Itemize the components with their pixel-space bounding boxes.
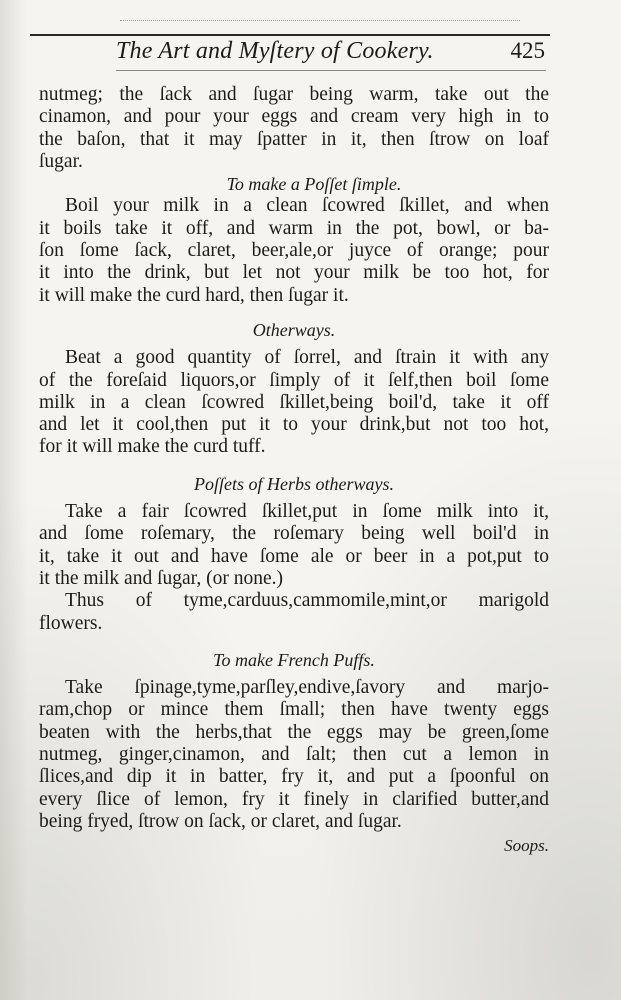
text-line: the baſon, that it may ſpatter in it, then ſtrow on loaf xyxy=(39,128,549,150)
text-line: of the foreſaid liquors,or ſimply of it ſelf,then boil ſome xyxy=(39,369,549,391)
running-head xyxy=(40,38,545,74)
text-line: flowers. xyxy=(39,612,103,634)
text-line: and ſome roſemary, the roſemary being well boil'd in xyxy=(39,523,549,545)
text-line: milk in a clean ſcowred ſkillet,being boil'd, take it off xyxy=(39,391,549,413)
text-line: ſlices,and dip it in batter, fry it, and put a ſpoonful on xyxy=(39,766,549,788)
recipe-heading: To make a Poſſet ſimple. xyxy=(226,174,402,195)
text-line: ſugar. xyxy=(39,150,83,172)
bleed-through-rule xyxy=(120,20,520,21)
text-line: it boils take it off, and warm in the pot, bowl, or ba- xyxy=(39,217,549,239)
catchword: Soops. xyxy=(504,836,549,856)
recipe-heading: Otherways. xyxy=(252,319,336,340)
running-head-title: The Art and Myſtery of Cookery. xyxy=(116,38,434,64)
page-number: 425 xyxy=(510,38,545,63)
text-line: every ſlice of lemon, fry it finely in clarified butter,and xyxy=(39,788,549,810)
text-line: it into the drink, but let not your milk be too hot, for xyxy=(39,262,549,284)
text-line: cinamon, and pour your eggs and cream very high in to xyxy=(39,106,549,128)
running-head-rule xyxy=(116,70,546,71)
text-line: it, take it out and have ſome ale or beer in a pot,put to xyxy=(39,545,549,567)
paragraph-continuation xyxy=(39,84,549,173)
text-line: it the milk and ſugar, (or none.) xyxy=(39,567,283,589)
top-rule xyxy=(30,34,550,36)
recipe-paragraph xyxy=(39,677,549,833)
text-line: for it will make the curd tuff. xyxy=(39,436,266,458)
text-line: ſon ſome ſack, claret, beer,ale,or juyce of orange; pour xyxy=(39,240,549,262)
body-text xyxy=(39,84,549,858)
text-line: nutmeg, ginger,cinamon, and ſalt; then cut a lemon in xyxy=(39,744,549,766)
recipe-paragraph xyxy=(39,347,549,458)
text-line: Beat a good quantity of ſorrel, and ſtrain it with any xyxy=(65,347,549,369)
recipe-paragraph xyxy=(39,590,549,635)
text-line: beaten with the herbs,that the eggs may be green,ſome xyxy=(39,721,549,743)
recipe-paragraph xyxy=(39,501,549,590)
recipe-paragraph xyxy=(39,195,549,306)
text-line: Take a fair ſcowred ſkillet,put in ſome milk into it, xyxy=(65,501,549,523)
text-line: Take ſpinage,tyme,parſley,endive,ſavory and marjo- xyxy=(65,677,549,699)
text-line: and let it cool,then put it to your drink,but not too hot, xyxy=(39,414,549,436)
text-line: nutmeg; the ſack and ſugar being warm, take out the xyxy=(39,84,549,105)
text-line: Boil your milk in a clean ſcowred ſkillet, and when xyxy=(65,195,549,217)
recipe-heading: Poſſets of Herbs otherways. xyxy=(194,473,394,494)
text-line: being fryed, ſtrow on ſack, or claret, and ſugar. xyxy=(39,810,402,832)
recipe-heading: To make French Puffs. xyxy=(213,649,375,670)
text-line: ram,chop or mince them ſmall; then have twenty eggs xyxy=(39,699,549,721)
text-line: it will make the curd hard, then ſugar it. xyxy=(39,284,349,306)
text-line: Thus of tyme,carduus,cammomile,mint,or marigold xyxy=(65,590,549,612)
